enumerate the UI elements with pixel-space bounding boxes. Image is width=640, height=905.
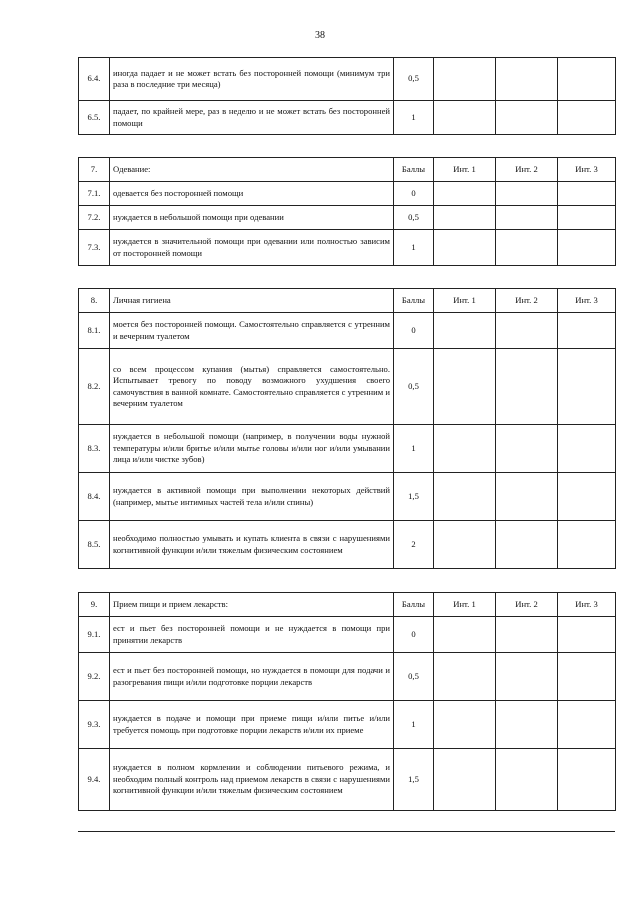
bottom-divider xyxy=(78,831,615,832)
int3-cell xyxy=(558,473,616,521)
int1-header: Инт. 1 xyxy=(434,289,496,313)
item-description: одевается без посторонней помощи xyxy=(110,182,394,206)
section-title: Одевание: xyxy=(110,158,394,182)
table-row xyxy=(79,349,616,425)
item-description: нуждается в полном кормлении и соблюдении питьевого режима, и необходим полный контроль над приемом лекарств в связи с нарушениями когнитивной функции и/или тяжелым физическим состоянием xyxy=(110,749,394,811)
table-row xyxy=(79,182,616,206)
table-row xyxy=(79,101,616,135)
table-section-8 xyxy=(78,288,616,569)
int3-cell xyxy=(558,58,616,101)
table-section-6 xyxy=(78,57,616,135)
section-number: 7. xyxy=(79,158,110,182)
int3-cell xyxy=(558,349,616,425)
int2-header: Инт. 2 xyxy=(496,289,558,313)
int3-cell xyxy=(558,617,616,653)
int2-cell xyxy=(496,182,558,206)
int1-cell xyxy=(434,749,496,811)
item-number: 6.5. xyxy=(79,101,110,135)
table-row xyxy=(79,230,616,266)
int2-cell xyxy=(496,425,558,473)
item-number: 9.4. xyxy=(79,749,110,811)
section-header-row xyxy=(79,289,616,313)
table-row xyxy=(79,58,616,101)
int1-cell xyxy=(434,230,496,266)
int3-cell xyxy=(558,101,616,135)
item-description: иногда падает и не может встать без посторонней помощи (минимум три раза в последние три месяца) xyxy=(110,58,394,101)
int2-header: Инт. 2 xyxy=(496,593,558,617)
int1-cell xyxy=(434,653,496,701)
int3-cell xyxy=(558,313,616,349)
int2-cell xyxy=(496,58,558,101)
item-score: 0,5 xyxy=(394,349,434,425)
item-score: 1 xyxy=(394,701,434,749)
score-header: Баллы xyxy=(394,289,434,313)
section-header-row xyxy=(79,593,616,617)
item-number: 9.1. xyxy=(79,617,110,653)
item-score: 0,5 xyxy=(394,653,434,701)
table-row xyxy=(79,425,616,473)
int1-cell xyxy=(434,617,496,653)
int1-cell xyxy=(434,521,496,569)
item-number: 7.1. xyxy=(79,182,110,206)
int2-cell xyxy=(496,473,558,521)
table-row xyxy=(79,206,616,230)
item-score: 0,5 xyxy=(394,58,434,101)
int1-header: Инт. 1 xyxy=(434,593,496,617)
int2-cell xyxy=(496,349,558,425)
int3-header: Инт. 3 xyxy=(558,158,616,182)
section-header-row xyxy=(79,158,616,182)
int1-cell xyxy=(434,101,496,135)
int3-cell xyxy=(558,701,616,749)
int2-cell xyxy=(496,653,558,701)
int3-cell xyxy=(558,521,616,569)
item-description: нуждается в подаче и помощи при приеме пищи и/или питье и/или требуется помощь при подготовке порции лекарств и/или их приеме xyxy=(110,701,394,749)
table-row xyxy=(79,473,616,521)
int2-cell xyxy=(496,101,558,135)
table-row xyxy=(79,701,616,749)
table-row xyxy=(79,313,616,349)
item-number: 8.1. xyxy=(79,313,110,349)
item-score: 1 xyxy=(394,425,434,473)
int1-header: Инт. 1 xyxy=(434,158,496,182)
item-score: 0 xyxy=(394,313,434,349)
item-description: падает, по крайней мере, раз в неделю и не может встать без посторонней помощи xyxy=(110,101,394,135)
int3-cell xyxy=(558,182,616,206)
item-description: моется без посторонней помощи. Самостоятельно справляется с утренним и вечерним туалетом xyxy=(110,313,394,349)
table-row xyxy=(79,749,616,811)
int3-cell xyxy=(558,749,616,811)
item-score: 1,5 xyxy=(394,473,434,521)
int1-cell xyxy=(434,349,496,425)
section-title: Личная гигиена xyxy=(110,289,394,313)
table-row xyxy=(79,521,616,569)
table-section-9 xyxy=(78,592,616,811)
item-description: ест и пьет без посторонней помощи, но нуждается в помощи для подачи и разогревания пищи и/или подготовке порции лекарств xyxy=(110,653,394,701)
item-score: 1 xyxy=(394,101,434,135)
item-number: 6.4. xyxy=(79,58,110,101)
item-description: нуждается в небольшой помощи при одевании xyxy=(110,206,394,230)
int2-cell xyxy=(496,701,558,749)
item-score: 0,5 xyxy=(394,206,434,230)
int2-header: Инт. 2 xyxy=(496,158,558,182)
item-number: 8.2. xyxy=(79,349,110,425)
int3-header: Инт. 3 xyxy=(558,593,616,617)
table-row xyxy=(79,653,616,701)
int2-cell xyxy=(496,230,558,266)
item-description: необходимо полностью умывать и купать клиента в связи с нарушениями когнитивной функции и/или тяжелым физическим состоянием xyxy=(110,521,394,569)
item-description: нуждается в небольшой помощи (например, в получении воды нужной температуры и/или бритье и/или мытье головы и/или ног и/или умывании лица и/или чистке зубов) xyxy=(110,425,394,473)
item-score: 0 xyxy=(394,617,434,653)
int3-header: Инт. 3 xyxy=(558,289,616,313)
score-header: Баллы xyxy=(394,593,434,617)
int3-cell xyxy=(558,206,616,230)
int1-cell xyxy=(434,313,496,349)
section-title: Прием пищи и прием лекарств: xyxy=(110,593,394,617)
item-number: 8.4. xyxy=(79,473,110,521)
int1-cell xyxy=(434,206,496,230)
table-row xyxy=(79,617,616,653)
item-number: 8.3. xyxy=(79,425,110,473)
int3-cell xyxy=(558,425,616,473)
item-description: со всем процессом купания (мытья) справляется самостоятельно. Испытывает тревогу по поводу возможного ухудшения своего самочувствия в ванной комнате. Самостоятельно справляется с утренним и вечерним туалетом xyxy=(110,349,394,425)
item-number: 7.2. xyxy=(79,206,110,230)
section-number: 8. xyxy=(79,289,110,313)
int2-cell xyxy=(496,206,558,230)
item-description: нуждается в активной помощи при выполнении некоторых действий (например, мытье интимных частей тела и/или спины) xyxy=(110,473,394,521)
item-score: 2 xyxy=(394,521,434,569)
int2-cell xyxy=(496,617,558,653)
int2-cell xyxy=(496,521,558,569)
item-description: ест и пьет без посторонней помощи и не нуждается в помощи при принятии лекарств xyxy=(110,617,394,653)
int1-cell xyxy=(434,182,496,206)
int3-cell xyxy=(558,653,616,701)
item-number: 8.5. xyxy=(79,521,110,569)
item-number: 7.3. xyxy=(79,230,110,266)
int1-cell xyxy=(434,425,496,473)
item-score: 0 xyxy=(394,182,434,206)
int3-cell xyxy=(558,230,616,266)
int2-cell xyxy=(496,313,558,349)
item-description: нуждается в значительной помощи при одевании или полностью зависим от посторонней помощи xyxy=(110,230,394,266)
int1-cell xyxy=(434,701,496,749)
item-score: 1 xyxy=(394,230,434,266)
item-number: 9.3. xyxy=(79,701,110,749)
int1-cell xyxy=(434,58,496,101)
int1-cell xyxy=(434,473,496,521)
score-header: Баллы xyxy=(394,158,434,182)
int2-cell xyxy=(496,749,558,811)
item-score: 1,5 xyxy=(394,749,434,811)
section-number: 9. xyxy=(79,593,110,617)
page-number: 38 xyxy=(315,30,325,41)
table-section-7 xyxy=(78,157,616,266)
item-number: 9.2. xyxy=(79,653,110,701)
